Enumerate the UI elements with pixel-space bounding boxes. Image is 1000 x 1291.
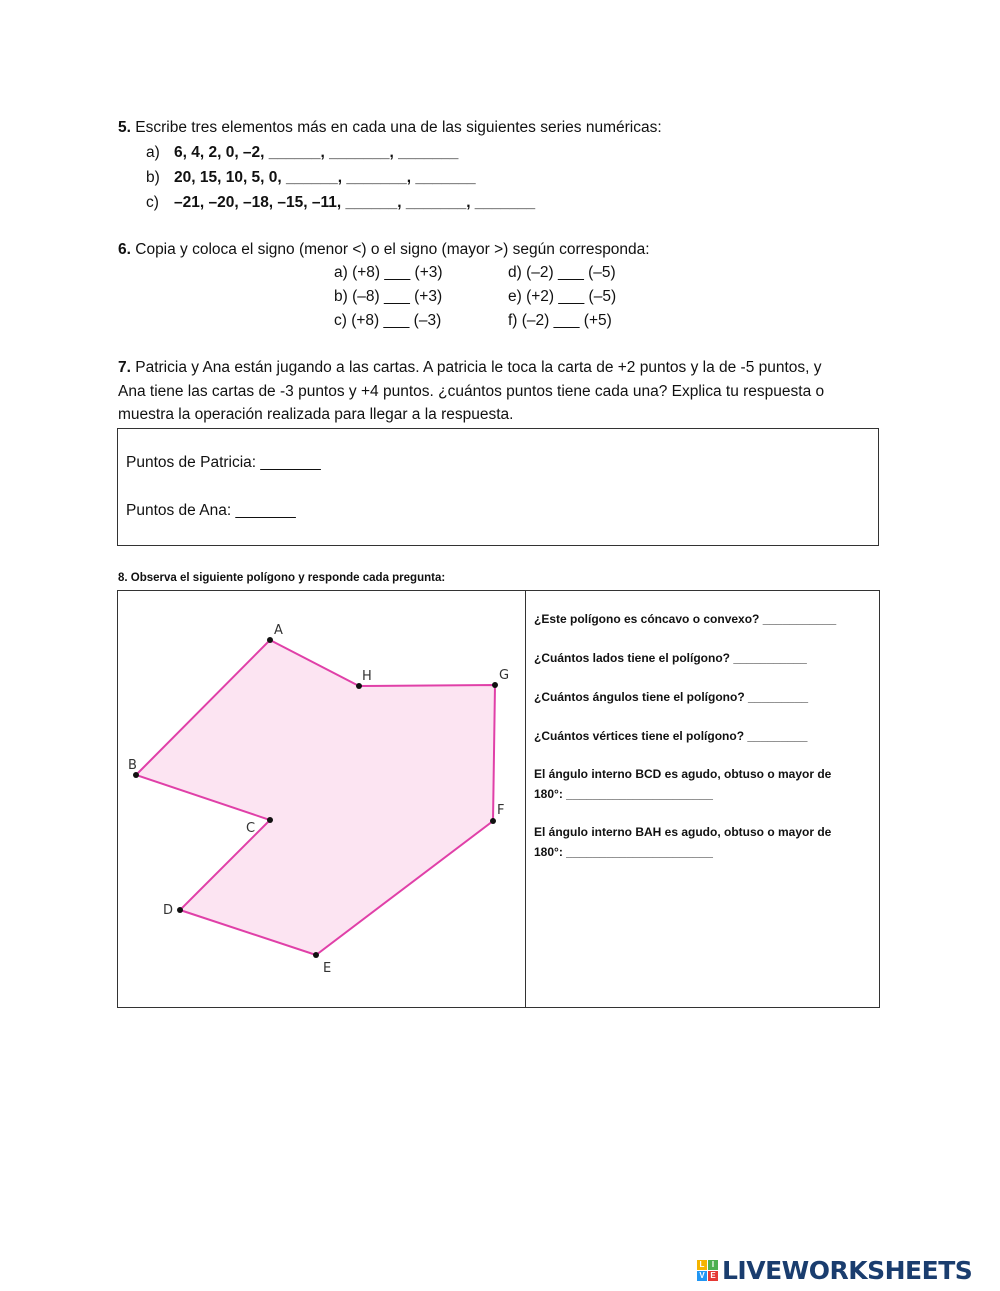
q5-item-label: b) [146,169,160,186]
q5-item-label: a) [146,144,160,161]
vertex-point-a [267,637,273,643]
vertex-point-e [313,952,319,958]
vertex-label-h: H [362,669,372,684]
q7-number: 7. [118,359,131,376]
q6-item-e: e) (+2) ___ (–5) [508,288,617,305]
q6-prompt-text: Copia y coloca el signo (menor <) o el signo (mayor >) según corresponda: [135,241,650,258]
q6-number: 6. [118,241,131,258]
q7-line-3: muestra la operación realizada para llegar a la respuesta. [118,406,514,423]
ana-points-field[interactable]: Puntos de Ana: _______ [126,502,296,519]
logo-mark-e: E [708,1271,718,1281]
q8-answer-bcd[interactable]: 180°: ______________________ [534,787,713,801]
vertex-label-e: E [323,961,332,976]
q5-item-label: c) [146,194,159,211]
q8-question-sides[interactable]: ¿Cuántos lados tiene el polígono? ___________ [534,651,807,665]
q8-question-concavity[interactable]: ¿Este polígono es cóncavo o convexo? ___________ [534,612,837,626]
liveworksheets-logo [697,1255,972,1285]
vertex-point-c [267,817,273,823]
logo-mark-i: I [708,1260,718,1270]
logo-mark-icon [697,1260,718,1281]
q5-item-text: 6, 4, 2, 0, –2, ______, _______, _______ [174,144,459,161]
q6-item-b: b) (–8) ___ (+3) [334,288,443,305]
q5-prompt-text: Escribe tres elementos más en cada una de las siguientes series numéricas: [135,119,662,136]
q5-item-text: 20, 15, 10, 5, 0, ______, _______, _______ [174,169,476,186]
vertex-label-c: C [246,821,256,836]
q6-item-f: f) (–2) ___ (+5) [508,312,612,329]
vertex-label-g: G [499,668,510,683]
vertex-point-d [177,907,183,913]
q5-number: 5. [118,119,131,136]
q8-question-vertices[interactable]: ¿Cuántos vértices tiene el polígono? _________ [534,729,808,743]
patricia-points-field[interactable]: Puntos de Patricia: _______ [126,454,321,471]
q8-question-bah: El ángulo interno BAH es agudo, obtuso o mayor de [534,825,832,839]
vertex-point-f [490,818,496,824]
q6-item-c: c) (+8) ___ (–3) [334,312,442,329]
logo-mark-l: L [697,1260,707,1270]
q8-question-angles[interactable]: ¿Cuántos ángulos tiene el polígono? _________ [534,690,809,704]
vertex-label-f: F [497,803,505,818]
q6-item-a: a) (+8) ___ (+3) [334,264,443,281]
q5-item-text: –21, –20, –18, –15, –11, ______, _______, _______ [174,194,536,211]
vertex-label-b: B [128,758,137,773]
vertex-label-a: A [274,623,283,638]
logo-mark-v: V [697,1271,707,1281]
q6-item-d: d) (–2) ___ (–5) [508,264,616,281]
q8-title: 8. Observa el siguiente polígono y responde cada pregunta: [118,572,446,584]
logo-text: LIVEWORKSHEETS [722,1255,973,1285]
q8-answer-bah[interactable]: 180°: ______________________ [534,845,713,859]
q7-line-2: Ana tiene las cartas de -3 puntos y +4 puntos. ¿cuántos puntos tiene cada una? Explica tu respuesta o [118,383,825,400]
q7-text: Patricia y Ana están jugando a las cartas. A patricia le toca la carta de +2 puntos y la de -5 puntos, y [135,359,822,376]
vertex-point-g [492,682,498,688]
q8-question-bcd: El ángulo interno BCD es agudo, obtuso o mayor de [534,767,832,781]
vertex-label-d: D [163,903,174,918]
polygon-shape [136,640,495,955]
